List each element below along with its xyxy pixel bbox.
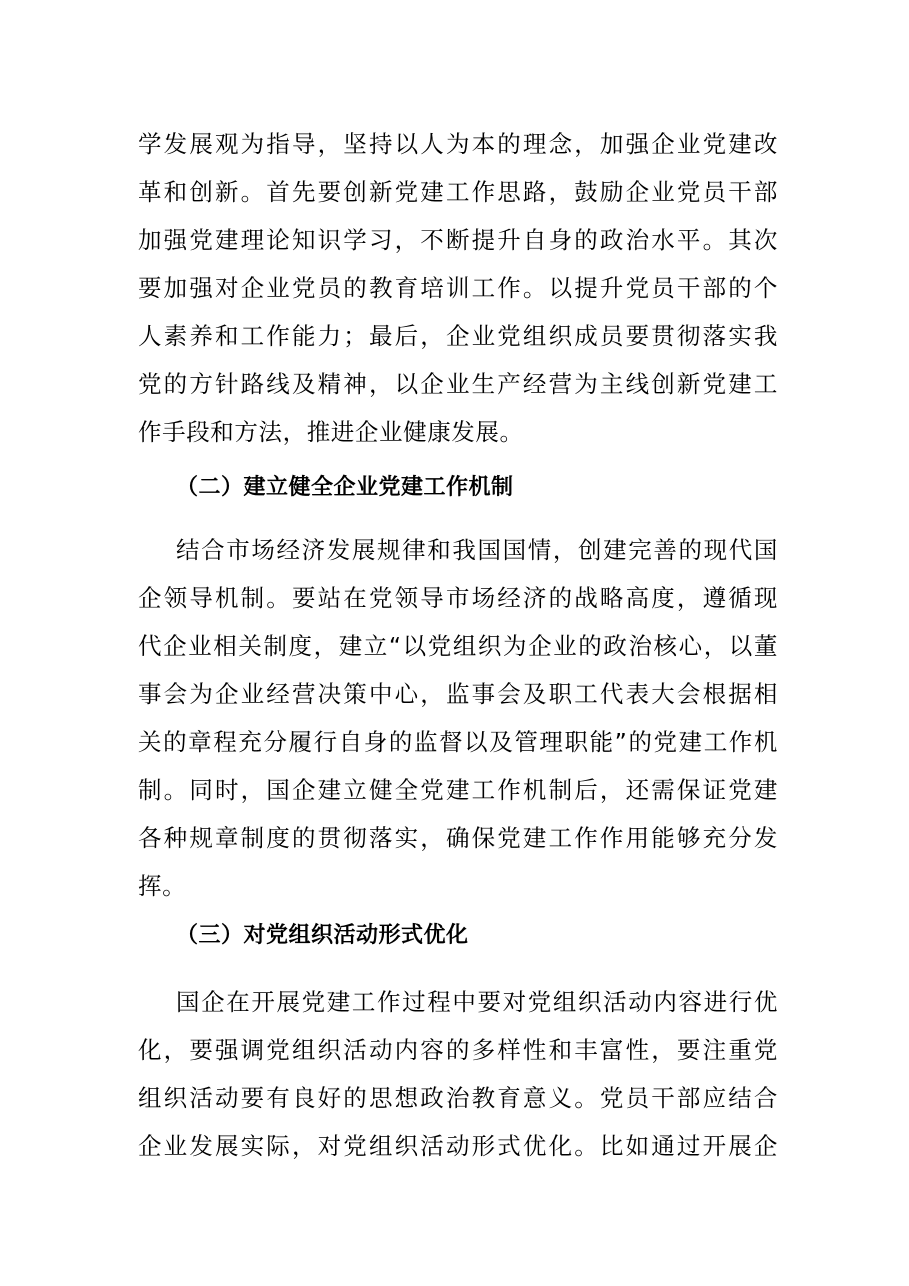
paragraph-line: 各种规章制度的贯彻落实，确保党建工作作用能够充分发 bbox=[138, 824, 778, 852]
paragraph-line: 化，要强调党组织活动内容的多样性和丰富性，要注重党 bbox=[138, 1036, 778, 1064]
paragraph-1 bbox=[138, 120, 778, 456]
paragraph-line: 国企在开展党建工作过程中要对党组织活动内容进行优 bbox=[176, 988, 778, 1016]
paragraph-line: 作手段和方法，推进企业健康发展。 bbox=[138, 418, 524, 446]
paragraph-line: 代企业相关制度，建立“以党组织为企业的政治核心，以董 bbox=[138, 632, 778, 660]
paragraph-line: 制。同时，国企建立健全党建工作机制后，还需保证党建 bbox=[138, 776, 778, 804]
paragraph-line: 加强党建理论知识学习，不断提升自身的政治水平。其次 bbox=[138, 226, 778, 254]
paragraph-line: 要加强对企业党员的教育培训工作。以提升党员干部的个 bbox=[138, 274, 778, 302]
paragraph-line: 学发展观为指导，坚持以人为本的理念，加强企业党建改 bbox=[138, 130, 778, 158]
paragraph-line: 党的方针路线及精神，以企业生产经营为主线创新党建工 bbox=[138, 370, 778, 398]
section-heading: （三）对党组织活动形式优化 bbox=[176, 923, 469, 948]
paragraph-line: 企业发展实际，对党组织活动形式优化。比如通过开展企 bbox=[138, 1132, 778, 1160]
paragraph-line: 事会为企业经营决策中心，监事会及职工代表大会根据相 bbox=[138, 680, 778, 708]
paragraph-2 bbox=[138, 526, 778, 910]
paragraph-line: 挥。 bbox=[138, 872, 187, 900]
paragraph-line: 革和创新。首先要创新党建工作思路，鼓励企业党员干部 bbox=[138, 178, 778, 206]
section-heading: （二）建立健全企业党建工作机制 bbox=[176, 475, 514, 500]
paragraph-line: 组织活动要有良好的思想政治教育意义。党员干部应结合 bbox=[138, 1084, 778, 1112]
paragraph-line: 人素养和工作能力；最后，企业党组织成员要贯彻落实我 bbox=[138, 322, 778, 350]
paragraph-line: 企领导机制。要站在党领导市场经济的战略高度，遵循现 bbox=[138, 584, 778, 612]
paragraph-line: 结合市场经济发展规律和我国国情，创建完善的现代国 bbox=[176, 536, 778, 564]
paragraph-3 bbox=[138, 978, 778, 1170]
paragraph-line: 关的章程充分履行自身的监督以及管理职能”的党建工作机 bbox=[138, 728, 778, 756]
